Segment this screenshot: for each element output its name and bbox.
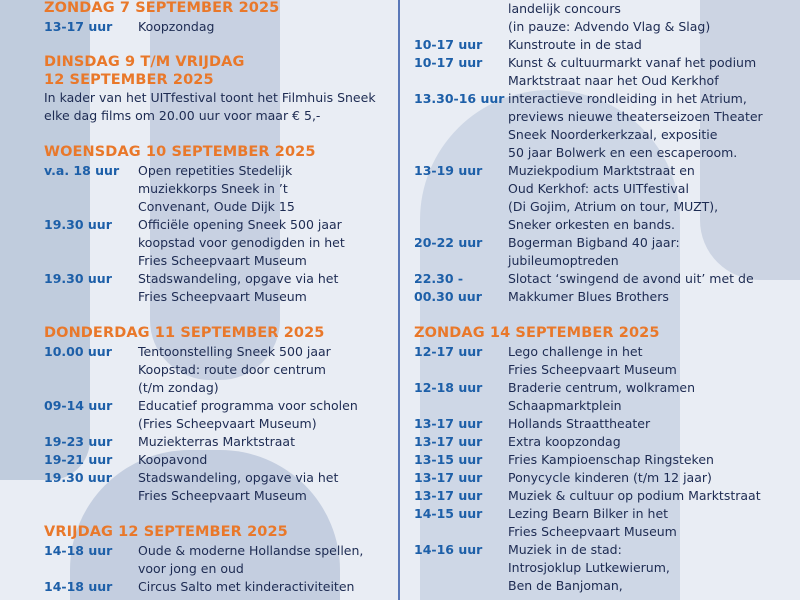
event-time: 10-17 uur	[414, 37, 483, 52]
right-column	[414, 0, 786, 595]
event-time: 13-17 uur	[414, 434, 483, 449]
event-desc: interactieve rondleiding in het Atrium, previews nieuwe theaterseizoen Theater Sneek Noorderkerkzaal, expositie 50 jaar Bolwerk en een escaperoom.	[508, 91, 763, 160]
event-time	[414, 0, 508, 36]
day-heading-thursday-11: DONDERDAG 11 SEPTEMBER 2025	[44, 325, 325, 341]
event-row	[44, 18, 384, 36]
event-desc: Fries Kampioenschap Ringsteken	[508, 452, 714, 467]
filmhuis-text-line: In kader van het UITfestival toont het Filmhuis Sneek	[44, 90, 376, 105]
event-time: 13.30-16 uur	[414, 91, 505, 106]
event-row	[414, 343, 786, 379]
day-heading-line: DINSDAG 9 T/M VRIJDAG	[44, 54, 245, 70]
event-desc: Kunstroute in de stad	[508, 37, 642, 52]
event-desc: Bogerman Bigband 40 jaar: jubileumoptreden	[508, 235, 680, 268]
event-desc: Slotact ‘swingend de avond uit’ met de Makkumer Blues Brothers	[508, 271, 754, 304]
day-heading-sunday-14: ZONDAG 14 SEPTEMBER 2025	[414, 325, 660, 341]
event-time: 14-18 uur	[44, 543, 113, 558]
event-row	[44, 343, 384, 397]
column-divider	[398, 0, 400, 600]
event-time: 12-18 uur	[414, 380, 483, 395]
event-desc: Circus Salto met kinderactiviteiten	[138, 579, 355, 594]
event-time: 10.00 uur	[44, 344, 112, 359]
event-row	[414, 90, 786, 162]
event-time: 13-19 uur	[414, 163, 483, 178]
event-time: 13-17 uur	[414, 488, 483, 503]
event-row	[414, 541, 786, 595]
event-desc: Extra koopzondag	[508, 434, 621, 449]
event-desc: Officiële opening Sneek 500 jaar koopstad voor genodigden in het Fries Scheepvaart Museum	[138, 217, 345, 268]
event-desc: Open repetities Stedelijk muziekkorps Sneek in ’t Convenant, Oude Dijk 15	[138, 163, 295, 214]
event-desc: Koopzondag	[138, 19, 215, 34]
day-heading-friday-12: VRIJDAG 12 SEPTEMBER 2025	[44, 524, 288, 540]
left-column	[44, 0, 384, 596]
event-desc: Kunst & cultuurmarkt vanaf het podium Marktstraat naar het Oud Kerkhof	[508, 55, 757, 88]
event-time: 20-22 uur	[414, 235, 483, 250]
event-desc: Lego challenge in het Fries Scheepvaart Museum	[508, 344, 677, 377]
event-time: 19-21 uur	[44, 452, 113, 467]
day-heading-wednesday-10: WOENSDAG 10 SEPTEMBER 2025	[44, 144, 316, 160]
event-time: 13-17 uur	[414, 470, 483, 485]
event-desc: Ponycycle kinderen (t/m 12 jaar)	[508, 470, 712, 485]
event-time: 13-17 uur	[44, 19, 113, 34]
event-time: 19.30 uur	[44, 271, 112, 286]
event-time: 10-17 uur	[414, 55, 483, 70]
event-time: 19.30 uur	[44, 217, 112, 232]
event-row	[414, 270, 786, 306]
event-row	[414, 36, 786, 54]
event-row	[44, 162, 384, 216]
event-row	[414, 54, 786, 90]
event-desc: Muziek & cultuur op podium Marktstraat	[508, 488, 761, 503]
event-desc: Muziekpodium Marktstraat en Oud Kerkhof: acts UITfestival (Di Gojim, Atrium on tour, MUZT), Sneker orkesten en bands.	[508, 163, 719, 232]
event-desc: landelijk concours (in pauze: Advendo Vlag & Slag)	[508, 1, 711, 34]
event-time: 19-23 uur	[44, 434, 113, 449]
event-row	[44, 270, 384, 306]
event-row	[414, 0, 786, 36]
event-desc: Braderie centrum, wolkramen Schaapmarktplein	[508, 380, 696, 413]
event-row	[44, 469, 384, 505]
event-desc: Stadswandeling, opgave via het Fries Scheepvaart Museum	[138, 470, 339, 503]
day-heading-line: 12 SEPTEMBER 2025	[44, 72, 214, 88]
event-row	[414, 469, 786, 487]
event-time: 22.30 - 00.30 uur	[414, 271, 482, 304]
event-row	[414, 415, 786, 433]
event-desc: Stadswandeling, opgave via het Fries Scheepvaart Museum	[138, 271, 339, 304]
event-row	[414, 379, 786, 415]
event-time: 13-15 uur	[414, 452, 483, 467]
event-desc: Muziek in de stad: Introsjoklup Lutkewierum, Ben de Banjoman,	[508, 542, 670, 593]
event-desc: Hollands Straattheater	[508, 416, 651, 431]
event-time: 13-17 uur	[414, 416, 483, 431]
event-desc: Muziekterras Marktstraat	[138, 434, 295, 449]
event-time: 09-14 uur	[44, 398, 113, 413]
day-heading-sunday-7: ZONDAG 7 SEPTEMBER 2025	[44, 0, 280, 16]
event-row	[44, 578, 384, 596]
event-desc: Oude & moderne Hollandse spellen, voor jong en oud	[138, 543, 364, 576]
event-time: 12-17 uur	[414, 344, 483, 359]
event-time: v.a. 18 uur	[44, 163, 120, 178]
event-desc: Educatief programma voor scholen (Fries Scheepvaart Museum)	[138, 398, 358, 431]
event-desc: Koopavond	[138, 452, 208, 467]
event-row	[44, 216, 384, 270]
event-row	[44, 451, 384, 469]
event-time: 14-16 uur	[414, 542, 483, 557]
event-row	[414, 487, 786, 505]
day-heading-tuesday-9	[44, 53, 384, 89]
event-time: 19.30 uur	[44, 470, 112, 485]
event-row	[414, 505, 786, 541]
event-time: 14-18 uur	[44, 579, 113, 594]
event-row	[44, 433, 384, 451]
event-row	[44, 542, 384, 578]
event-row	[414, 162, 786, 234]
event-row	[414, 433, 786, 451]
event-row	[44, 397, 384, 433]
event-row	[414, 451, 786, 469]
event-desc: Lezing Bearn Bilker in het Fries Scheepvaart Museum	[508, 506, 677, 539]
event-time: 14-15 uur	[414, 506, 483, 521]
filmhuis-text-line: elke dag films om 20.00 uur voor maar € 5,-	[44, 108, 321, 123]
event-desc: Tentoonstelling Sneek 500 jaar Koopstad: route door centrum (t/m zondag)	[138, 344, 331, 395]
event-row	[414, 234, 786, 270]
